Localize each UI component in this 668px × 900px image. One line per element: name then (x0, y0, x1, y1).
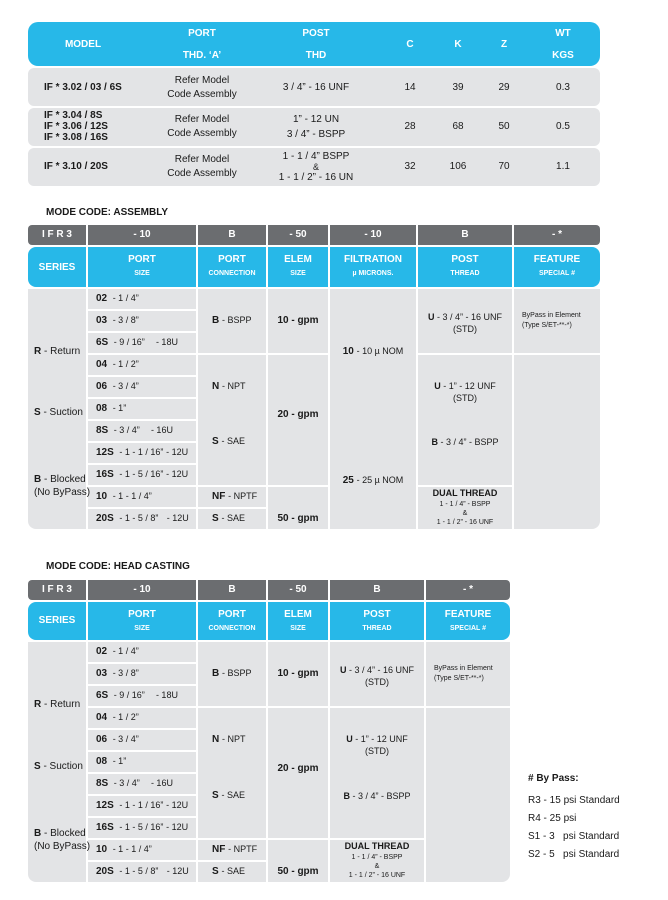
dual-thread: 1 - 1 / 2” - 16 UNF (436, 519, 494, 526)
header-k: K (454, 39, 462, 50)
code-segment: B (461, 229, 469, 240)
header-c: C (406, 39, 414, 50)
dim-c: 28 (404, 121, 416, 132)
model-code: IF * 3.04 / 8S (44, 110, 103, 121)
header-port: PORT (188, 28, 216, 39)
port-connection: N - NPT (212, 381, 246, 392)
code-segment: - 10 (133, 229, 151, 240)
post-thread: 1” - 12 UN (292, 114, 340, 125)
bypass-note-item: S2 - 5 psi Standard (528, 849, 620, 860)
assembly-header (28, 247, 600, 287)
port-connection: S - SAE (212, 513, 245, 524)
code-segment: B (373, 584, 381, 595)
port-connection: N - NPT (212, 734, 246, 745)
weight: 0.5 (556, 121, 570, 132)
header-post: POST (302, 28, 330, 39)
port-size: 8S - 3 / 4” - 16U (96, 425, 173, 436)
bypass-note-item: S1 - 3 psi Standard (528, 831, 620, 842)
port-connection: NF - NPTF (212, 844, 258, 855)
port-thread: Refer Model (174, 114, 230, 125)
header-port-sub: THD. ‘A’ (182, 50, 222, 61)
head-casting-title: MODE CODE: HEAD CASTING (46, 561, 190, 572)
port-size: 6S - 9 / 16” - 18U (96, 690, 178, 701)
code-segment: - 10 (364, 229, 382, 240)
port-connection: S - SAE (212, 790, 245, 801)
port-size: 16S - 1 - 5 / 16” - 12U (96, 469, 189, 480)
dim-k: 68 (452, 121, 464, 132)
series-blocked-note: (No ByPass) (34, 487, 91, 498)
col-header-feature: FEATURE (533, 254, 581, 265)
port-size: 06 - 3 / 4” (96, 734, 139, 745)
port-connection: S - SAE (212, 436, 245, 447)
port-size: 16S - 1 - 5 / 16” - 12U (96, 822, 189, 833)
port-thread: Refer Model (174, 75, 230, 86)
header-z: Z (500, 39, 508, 50)
port-size: 20S - 1 - 5 / 8” - 12U (96, 866, 189, 877)
series-blocked: B - Blocked (34, 828, 86, 839)
bypass-note-item: R4 - 25 psi (528, 813, 577, 824)
dual-thread-title: DUAL THREAD (344, 841, 410, 851)
header-wt: WT (555, 28, 571, 39)
dim-k: 106 (449, 161, 467, 172)
code-segment: - 10 (133, 584, 151, 595)
port-connection: B - BSPP (212, 315, 252, 326)
port-thread: Code Assembly (167, 89, 237, 100)
assembly-title: MODE CODE: ASSEMBLY (46, 207, 169, 218)
code-segment: - * (463, 584, 473, 595)
dim-z: 70 (498, 161, 510, 172)
dim-z: 29 (498, 82, 510, 93)
elem-size: 10 - gpm (277, 668, 319, 679)
elem-size: 50 - gpm (277, 513, 319, 524)
elem-size: 50 - gpm (277, 866, 319, 877)
port-size: 8S - 3 / 4” - 16U (96, 778, 173, 789)
series-blocked: B - Blocked (34, 474, 86, 485)
dual-thread: 1 - 1 / 4” - BSPP (351, 854, 403, 861)
col-header-port: PORT (128, 254, 156, 265)
post-thread: B - 3 / 4” - BSPP (343, 791, 411, 801)
filtration-value: 10 - 10 µ NOM (342, 346, 404, 357)
elem-size: 20 - gpm (277, 409, 319, 420)
code-segment: - 50 (289, 229, 307, 240)
post-thread: U - 1” - 12 UNF (434, 381, 496, 391)
col-header-sub: SIZE (134, 270, 150, 277)
col-header-sub: SIZE (290, 625, 306, 632)
col-header-series: SERIES (38, 615, 76, 626)
port-connection: S - SAE (212, 866, 245, 877)
col-header-elem: ELEM (284, 254, 312, 265)
port-size: 03 - 3 / 8” (96, 315, 139, 326)
col-header-feature: FEATURE (444, 609, 492, 620)
col-header-sub: CONNECTION (208, 270, 256, 277)
col-header-sub: SIZE (290, 270, 306, 277)
dim-z: 50 (498, 121, 510, 132)
port-size: 06 - 3 / 4” (96, 381, 139, 392)
header-wt-sub: KGS (552, 50, 574, 61)
col-header-sub: SPECIAL # (449, 625, 487, 632)
port-size: 12S - 1 - 1 / 16” - 12U (96, 800, 189, 811)
port-thread: Code Assembly (167, 128, 237, 139)
port-size: 03 - 3 / 8” (96, 668, 139, 679)
col-header-series: SERIES (38, 262, 76, 273)
header-model: MODEL (64, 39, 102, 50)
port-size: 10 - 1 - 1 / 4” (96, 491, 152, 502)
port-thread: Code Assembly (167, 168, 237, 179)
elem-size: 20 - gpm (277, 763, 319, 774)
filtration-value: 25 - 25 µ NOM (342, 475, 404, 486)
dim-c: 32 (404, 161, 416, 172)
post-thread: 3 / 4” - BSPP (286, 129, 346, 140)
head-casting-header (28, 602, 510, 640)
series-return: R - Return (34, 699, 81, 710)
series-suction: S - Suction (34, 407, 83, 418)
col-header-port: PORT (128, 609, 156, 620)
code-segment: - 50 (289, 584, 307, 595)
port-size: 12S - 1 - 1 / 16” - 12U (96, 447, 189, 458)
port-size: 08 - 1” (96, 403, 127, 414)
dim-c: 14 (404, 82, 416, 93)
code-segment: B (228, 229, 236, 240)
post-thread: 1 - 1 / 4” BSPP (282, 151, 350, 162)
port-size: 08 - 1” (96, 756, 127, 767)
model-code: IF * 3.02 / 03 / 6S (44, 82, 122, 93)
bypass-note-title: # By Pass: (528, 773, 579, 784)
code-segment: I F R 3 (41, 584, 72, 595)
port-size: 04 - 1 / 2” (96, 712, 139, 723)
port-size: 02 - 1 / 4” (96, 293, 139, 304)
col-header-sub: SIZE (134, 625, 150, 632)
port-size: 6S - 9 / 16” - 18U (96, 337, 178, 348)
port-thread: Refer Model (174, 154, 230, 165)
post-thread-std: (STD) (365, 677, 389, 687)
post-thread: U - 3 / 4” - 16 UNF (339, 665, 415, 675)
code-segment: I F R 3 (41, 229, 72, 240)
series-return: R - Return (34, 346, 81, 357)
dual-thread: 1 - 1 / 4” - BSPP (439, 501, 491, 508)
post-thread: U - 3 / 4” - 16 UNF (427, 312, 503, 322)
model-code: IF * 3.10 / 20S (44, 161, 108, 172)
series-blocked-note: (No ByPass) (34, 841, 91, 852)
port-size: 04 - 1 / 2” (96, 359, 139, 370)
port-size: 10 - 1 - 1 / 4” (96, 844, 152, 855)
col-header-sub: CONNECTION (208, 625, 256, 632)
port-size: 20S - 1 - 5 / 8” - 12U (96, 513, 189, 524)
col-header-connection: PORT (218, 609, 246, 620)
col-header-sub: THREAD (450, 270, 480, 277)
port-size: 02 - 1 / 4” (96, 646, 139, 657)
dim-k: 39 (452, 82, 464, 93)
port-connection: NF - NPTF (212, 491, 258, 502)
code-segment: - * (552, 229, 562, 240)
post-thread: U - 1” - 12 UNF (346, 734, 408, 744)
model-code: IF * 3.06 / 12S (44, 121, 108, 132)
post-thread: 1 - 1 / 2” - 16 UN (278, 172, 354, 183)
code-segment: B (228, 584, 236, 595)
header-post-sub: THD (305, 50, 327, 61)
col-header-sub: SPECIAL # (538, 270, 576, 277)
dual-thread-title: DUAL THREAD (432, 488, 498, 498)
dual-thread: & (462, 510, 468, 517)
elem-size: 10 - gpm (277, 315, 319, 326)
col-header-post: POST (451, 254, 479, 265)
model-code: IF * 3.08 / 16S (44, 132, 108, 143)
col-header-connection: PORT (218, 254, 246, 265)
post-thread: 3 / 4” - 16 UNF (282, 82, 350, 93)
post-thread: B - 3 / 4” - BSPP (431, 437, 499, 447)
feature-text: ByPass in Element (522, 312, 581, 319)
series-suction: S - Suction (34, 761, 83, 772)
feature-text: ByPass in Element (434, 665, 493, 672)
col-header-sub: µ MICRONS. (352, 270, 394, 277)
port-connection: B - BSPP (212, 668, 252, 679)
col-header-sub: THREAD (362, 625, 392, 632)
feature-text: (Type S/ET-**-*) (434, 675, 484, 682)
col-header-post: POST (363, 609, 391, 620)
dual-thread: & (374, 863, 380, 870)
col-header-elem: ELEM (284, 609, 312, 620)
post-thread: & (312, 162, 319, 172)
post-thread-std: (STD) (365, 746, 389, 756)
weight: 0.3 (556, 82, 570, 93)
post-thread-std: (STD) (453, 393, 477, 403)
post-thread-std: (STD) (453, 324, 477, 334)
dual-thread: 1 - 1 / 2” - 16 UNF (348, 872, 406, 879)
col-header-filtration: FILTRATION (344, 254, 402, 265)
feature-text: (Type S/ET-**-*) (522, 322, 572, 329)
bypass-note-item: R3 - 15 psi Standard (528, 795, 620, 806)
weight: 1.1 (556, 161, 570, 172)
